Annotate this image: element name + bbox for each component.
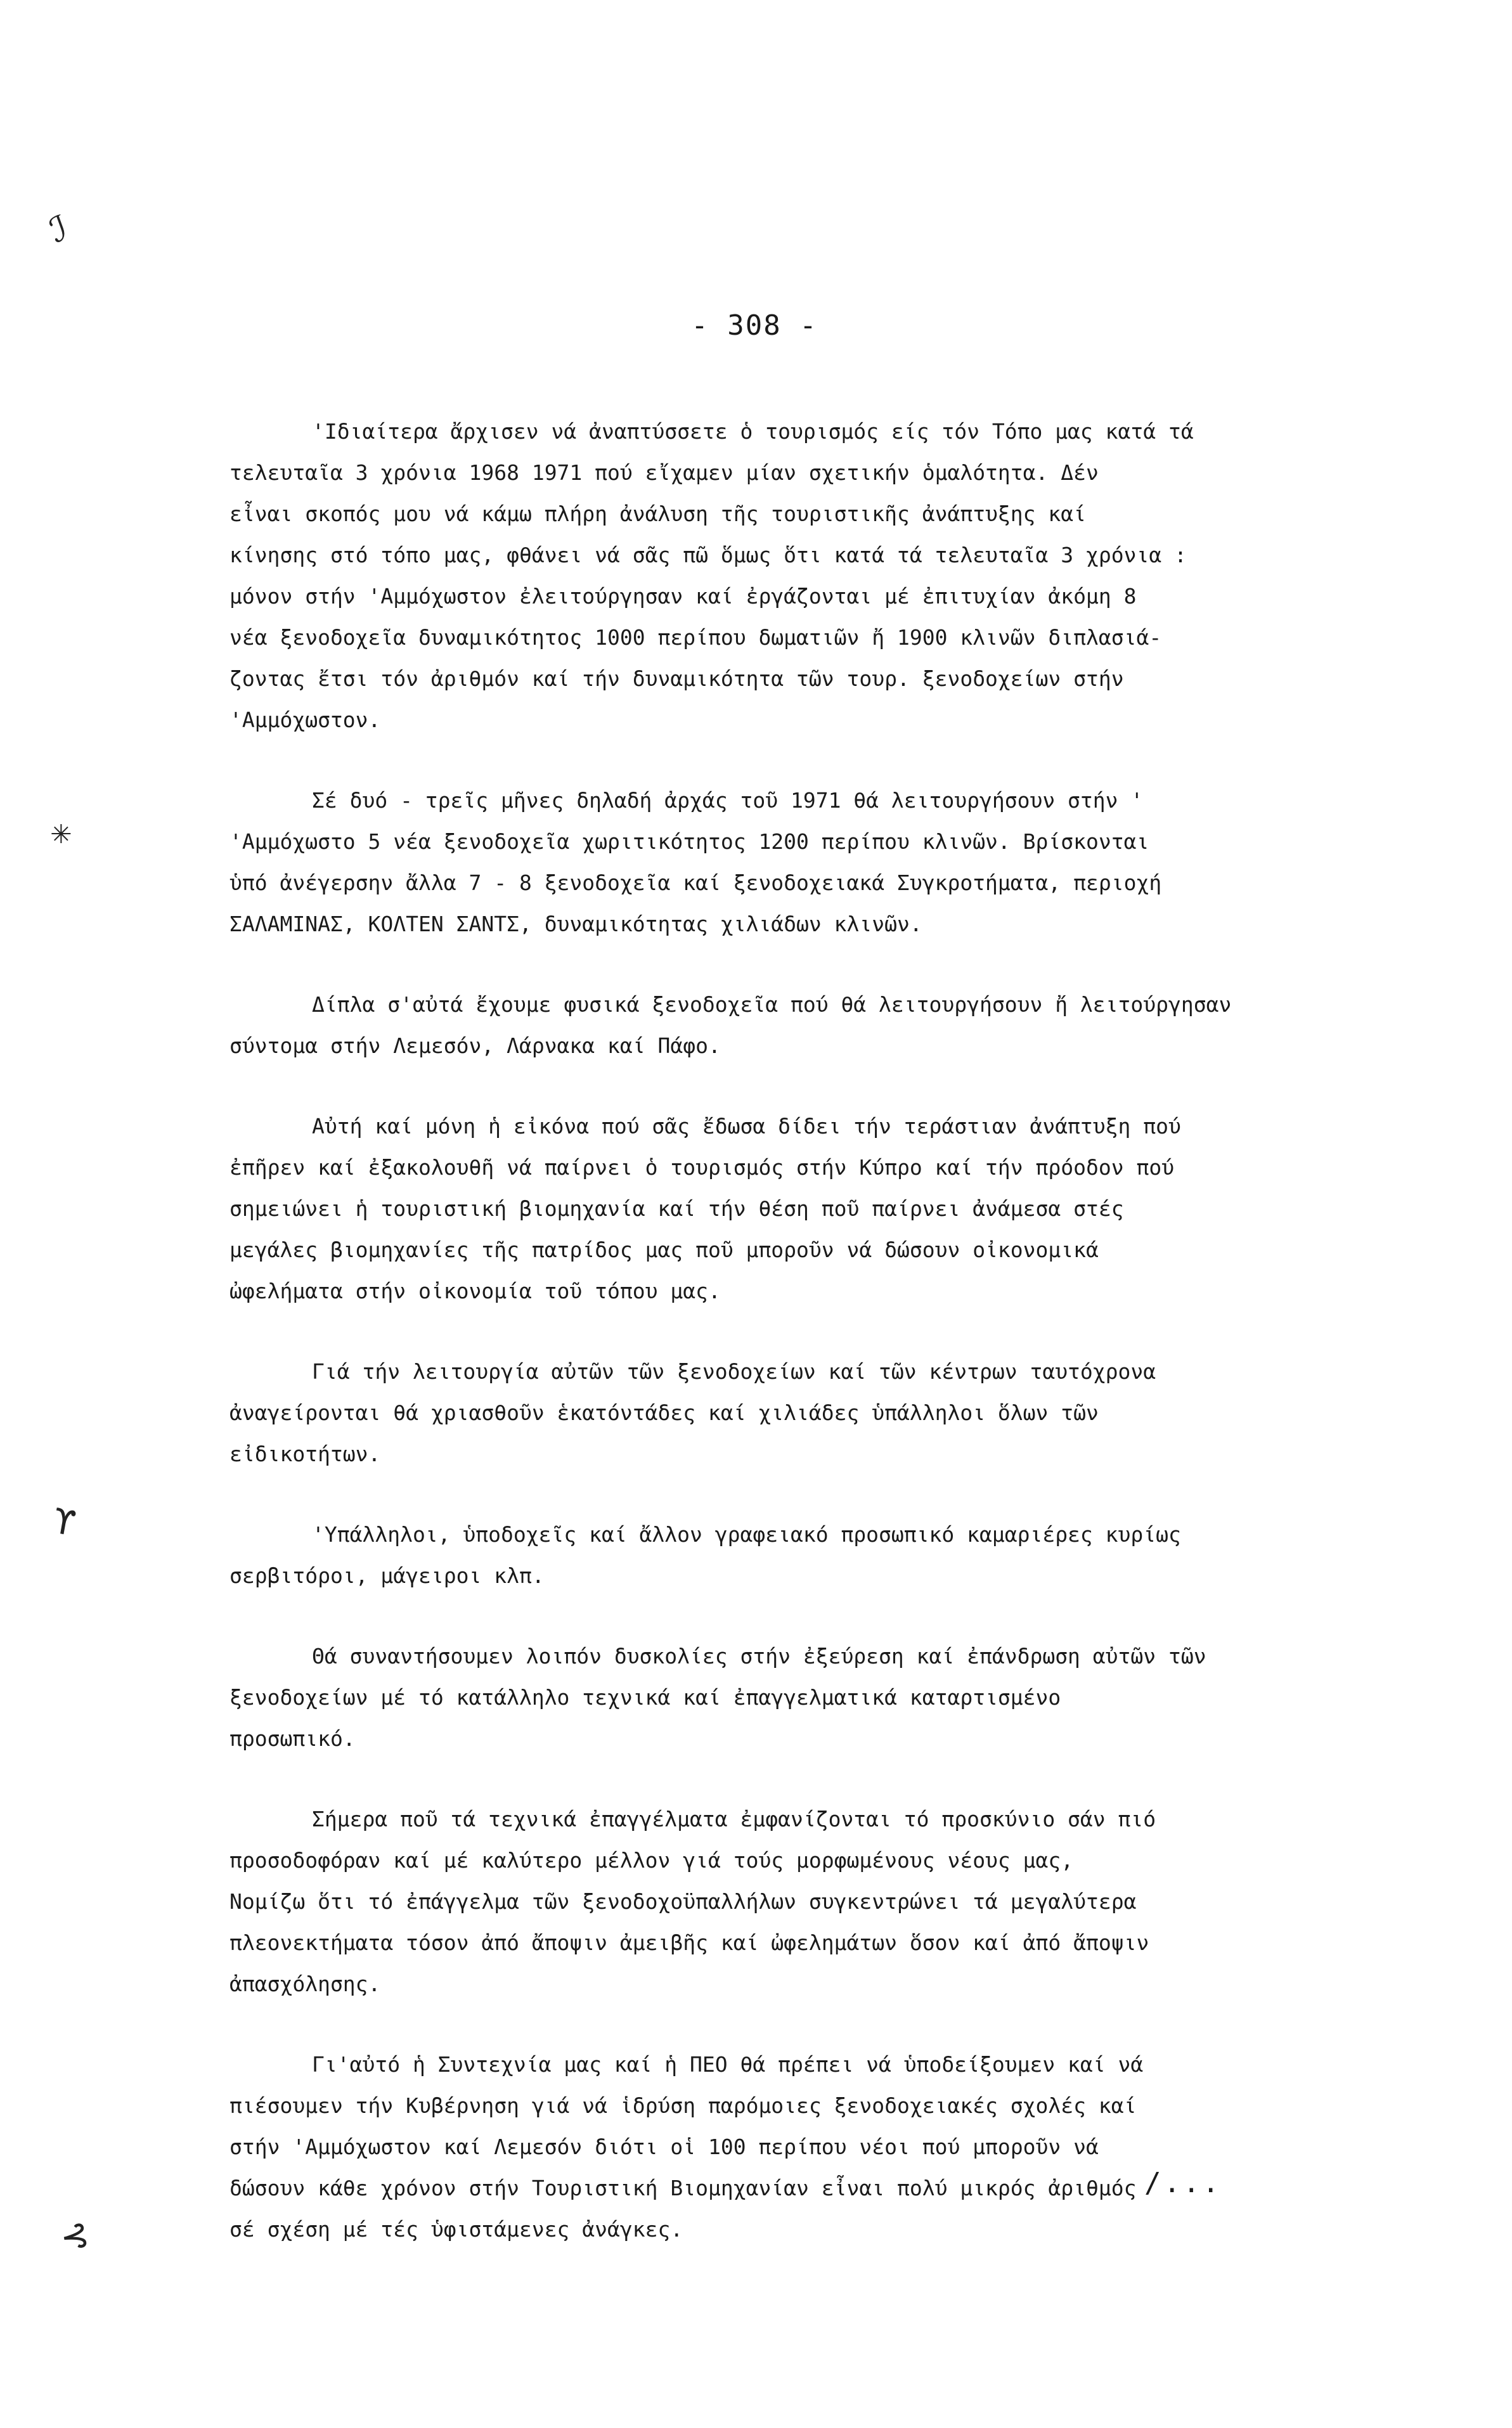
- text-line: 'Αμμόχωστο 5 νέα ξενοδοχεῖα χωριτικότητος 1200 περίπου κλινῶν. Βρίσκονται: [229, 829, 1149, 854]
- paragraph: [229, 780, 1472, 945]
- text-line: 'Υπάλληλοι, ὑποδοχεῖς καί ἄλλον γραφειακό προσωπικό καμαριέρες κυρίως: [312, 1522, 1181, 1547]
- text-line: τελευταῖα 3 χρόνια 1968 1971 πού εἴχαμεν μίαν σχετικήν ὁμαλότητα. Δέν: [229, 460, 1099, 485]
- paragraph: [229, 1351, 1472, 1475]
- text-line: σύντομα στήν Λεμεσόν, Λάρνακα καί Πάφο.: [229, 1033, 721, 1058]
- text-line: ξενοδοχείων μέ τό κατάλληλο τεχνικά καί ἐπαγγελματικά καταρτισμένο: [229, 1685, 1061, 1710]
- text-line: σημειώνει ἡ τουριστική βιομηχανία καί τήν θέση ποῦ παίρνει ἀνάμεσα στές: [229, 1196, 1124, 1221]
- text-line: ἀναγείρονται θά χριασθοῦν ἑκατόντάδες καί χιλιάδες ὑπάλληλοι ὅλων τῶν: [229, 1400, 1099, 1425]
- margin-pen-mark: ϒ: [50, 1501, 78, 1544]
- continuation-mark: /...: [1144, 2167, 1222, 2199]
- paragraph: [229, 1514, 1472, 1596]
- text-line: δώσουν κάθε χρόνον στήν Τουριστική Βιομηχανίαν εἶναι πολύ μικρός ἀριθμός: [229, 2176, 1137, 2200]
- text-line: κίνησης στό τόπο μας, φθάνει νά σᾶς πῶ ὅμως ὅτι κατά τά τελευταῖα 3 χρόνια :: [229, 543, 1187, 567]
- paragraph: [229, 411, 1472, 740]
- page-number: - 308 -: [691, 309, 818, 342]
- text-line: σερβιτόροι, μάγειροι κλπ.: [229, 1563, 545, 1588]
- text-line: Νομίζω ὅτι τό ἐπάγγελμα τῶν ξενοδοχοϋπαλλήλων συγκεντρώνει τά μεγαλύτερα: [229, 1889, 1137, 1914]
- text-line: στήν 'Αμμόχωστον καί Λεμεσόν διότι οἱ 100 περίπου νέοι πού μποροῦν νά: [229, 2134, 1099, 2159]
- text-line: 'Ιδιαίτερα ἄρχισεν νά ἀναπτύσσετε ὁ τουρισμός είς τόν Τόπο μας κατά τά: [312, 419, 1194, 444]
- typed-letter-body: [229, 411, 1472, 2289]
- text-line: Αὐτή καί μόνη ἡ εἰκόνα πού σᾶς ἔδωσα δίδει τήν τεράστιαν ἀνάπτυξη πού: [312, 1114, 1181, 1139]
- text-line: ἐπῆρεν καί ἐξακολουθῆ νά παίρνει ὁ τουρισμός στήν Κύπρο καί τήν πρόοδον πού: [229, 1155, 1175, 1180]
- text-line: εἰδικοτήτων.: [229, 1442, 381, 1466]
- text-line: Σήμερα ποῦ τά τεχνικά ἐπαγγέλματα ἐμφανίζονται τό προσκύνιο σάν πιό: [312, 1807, 1156, 1831]
- text-line: προσωπικό.: [229, 1726, 356, 1751]
- paragraph: [229, 1798, 1472, 2005]
- text-line: 'Αμμόχωστον.: [229, 707, 381, 732]
- paragraph: [229, 1106, 1472, 1312]
- text-line: εἶναι σκοπός μου νά κάμω πλήρη ἀνάλυση τῆς τουριστικῆς ἀνάπτυξης καί: [229, 501, 1087, 526]
- text-line: Θά συναντήσουμεν λοιπόν δυσκολίες στήν ἐξεύρεση καί ἐπάνδρωση αὐτῶν τῶν: [312, 1644, 1206, 1669]
- text-line: Γιά τήν λειτουργία αὐτῶν τῶν ξενοδοχείων καί τῶν κέντρων ταυτόχρονα: [312, 1359, 1156, 1384]
- paragraph: [229, 1636, 1472, 1759]
- paragraph: [229, 984, 1472, 1066]
- text-line: μεγάλες βιομηχανίες τῆς πατρίδος μας ποῦ μποροῦν νά δώσουν οἰκονομικά: [229, 1237, 1099, 1262]
- text-line: σέ σχέση μέ τές ὑφιστάμενες ἀνάγκες.: [229, 2217, 683, 2242]
- text-line: ὠφελήματα στήν οἰκονομία τοῦ τόπου μας.: [229, 1279, 721, 1303]
- text-line: ἀπασχόλησης.: [229, 1972, 381, 1996]
- text-line: νέα ξενοδοχεῖα δυναμικότητος 1000 περίπου δωματιῶν ἤ 1900 κλινῶν διπλασιά-: [229, 625, 1162, 650]
- text-line: μόνον στήν 'Αμμόχωστον ἐλειτούργησαν καί ἐργάζονται μέ ἐπιτυχίαν ἀκόμη 8: [229, 584, 1137, 609]
- text-line: Δίπλα σ'αὐτά ἔχουμε φυσικά ξενοδοχεῖα πού θά λειτουργήσουν ἤ λειτούργησαν: [312, 992, 1232, 1017]
- text-line: Σέ δυό - τρεῖς μῆνες δηλαδή ἀρχάς τοῦ 1971 θά λειτουργήσουν στήν ': [312, 788, 1144, 813]
- text-line: ὑπό ἀνέγερσην ἄλλα 7 - 8 ξενοδοχεῖα καί ξενοδοχειακά Συγκροτήματα, περιοχή: [229, 870, 1162, 895]
- margin-pen-mark: ⊰: [56, 2213, 93, 2258]
- margin-pen-mark: ℐ: [44, 207, 74, 251]
- text-line: ζοντας ἔτσι τόν ἀριθμόν καί τήν δυναμικότητα τῶν τουρ. ξενοδοχείων στήν: [229, 666, 1124, 691]
- text-line: Γι'αὐτό ἡ Συντεχνία μας καί ἡ ΠΕΟ θά πρέπει νά ὑποδείξουμεν καί νά: [312, 2052, 1144, 2077]
- paragraph: [229, 2044, 1472, 2250]
- margin-pen-mark: ✳: [51, 811, 72, 851]
- text-line: ΣΑΛΑΜΙΝΑΣ, ΚΟΛΤΕΝ ΣΑΝΤΣ, δυναμικότητας χιλιάδων κλινῶν.: [229, 912, 922, 936]
- text-line: πλεονεκτήματα τόσον ἀπό ἄποψιν ἀμειβῆς καί ὠφελημάτων ὅσον καί ἀπό ἄποψιν: [229, 1930, 1149, 1955]
- text-line: πιέσουμεν τήν Κυβέρνηση γιά νά ἱδρύση παρόμοιες ξενοδοχειακές σχολές καί: [229, 2093, 1137, 2118]
- text-line: προσοδοφόραν καί μέ καλύτερο μέλλον γιά τούς μορφωμένους νέους μας,: [229, 1848, 1074, 1873]
